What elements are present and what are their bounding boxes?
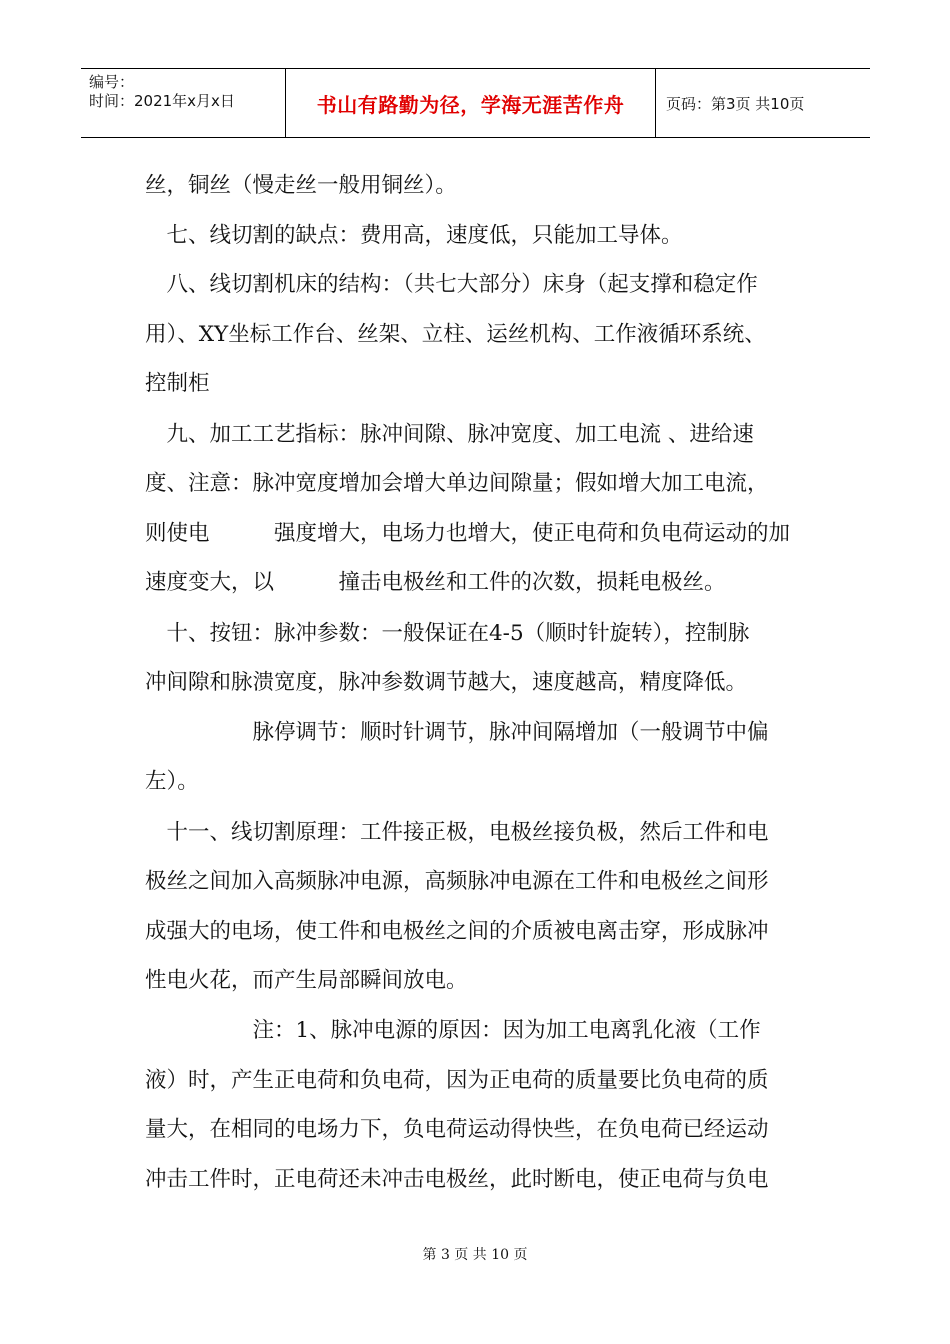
- text-line: 冲间隙和脉溃宽度，脉冲参数调节越大，速度越高，精度降低。: [145, 670, 748, 695]
- number-label: 编号：: [89, 73, 135, 91]
- text-line: 八、线切割机床的结构：（共七大部分）床身（起支撑和稳定作: [145, 272, 758, 297]
- text-line: 速度变大，以 撞击电极丝和工件的次数，损耗电极丝。: [145, 570, 726, 595]
- text-line: 则使电 强度增大，电场力也增大，使正电荷和负电荷运动的加: [145, 521, 791, 546]
- text-line: 十、按钮：脉冲参数：一般保证在4-5（顺时针旋转），控制脉: [145, 621, 750, 646]
- text-line: 左）。: [145, 769, 199, 794]
- text-line: 用）、XY坐标工作台、丝架、立柱、运丝机构、工作液循环系统、: [145, 322, 766, 347]
- page-footer: 第 3 页 共 10 页: [422, 1247, 528, 1263]
- text-line: 七、线切割的缺点：费用高，速度低，只能加工导体。: [145, 223, 683, 248]
- text-line: 控制柜: [145, 371, 210, 396]
- text-line: 度、注意：脉冲宽度增加会增大单边间隙量；假如增大加工电流，: [145, 471, 769, 496]
- text-line: 量大，在相同的电场力下，负电荷运动得快些，在负电荷已经运动: [145, 1117, 769, 1142]
- header-meta: [81, 69, 285, 137]
- text-line: 成强大的电场，使工件和电极丝之间的介质被电离击穿，形成脉冲: [145, 919, 769, 944]
- text-line: 脉停调节：顺时针调节，脉冲间隔增加（一般调节中偏: [145, 720, 769, 745]
- page-header: [81, 68, 870, 138]
- text-line: 九、加工工艺指标：脉冲间隙、脉冲宽度、加工电流 、进给速: [145, 422, 754, 447]
- text-line: 冲击工件时，正电荷还未冲击电极丝，此时断电，使正电荷与负电: [145, 1167, 769, 1192]
- text-line: 十一、线切割原理：工件接正极，电极丝接负极，然后工件和电: [145, 820, 769, 845]
- time-label: 时间：2021年x月x日: [89, 92, 235, 110]
- text-line: 丝，铜丝（慢走丝一般用铜丝）。: [145, 173, 457, 198]
- text-line: 注：1、脉冲电源的原因：因为加工电离乳化液（工作: [145, 1018, 761, 1043]
- text-line: 极丝之间加入高频脉冲电源，高频脉冲电源在工件和电极丝之间形: [145, 869, 769, 894]
- header-motto: 书山有路勤为径，学海无涯苦作舟: [316, 92, 625, 117]
- header-divider-right: [655, 69, 656, 137]
- text-line: 液）时，产生正电荷和负电荷，因为正电荷的质量要比负电荷的质: [145, 1068, 769, 1093]
- header-page-info: 页码：第3页 共10页: [666, 94, 805, 113]
- text-line: 性电火花，而产生局部瞬间放电。: [145, 968, 468, 993]
